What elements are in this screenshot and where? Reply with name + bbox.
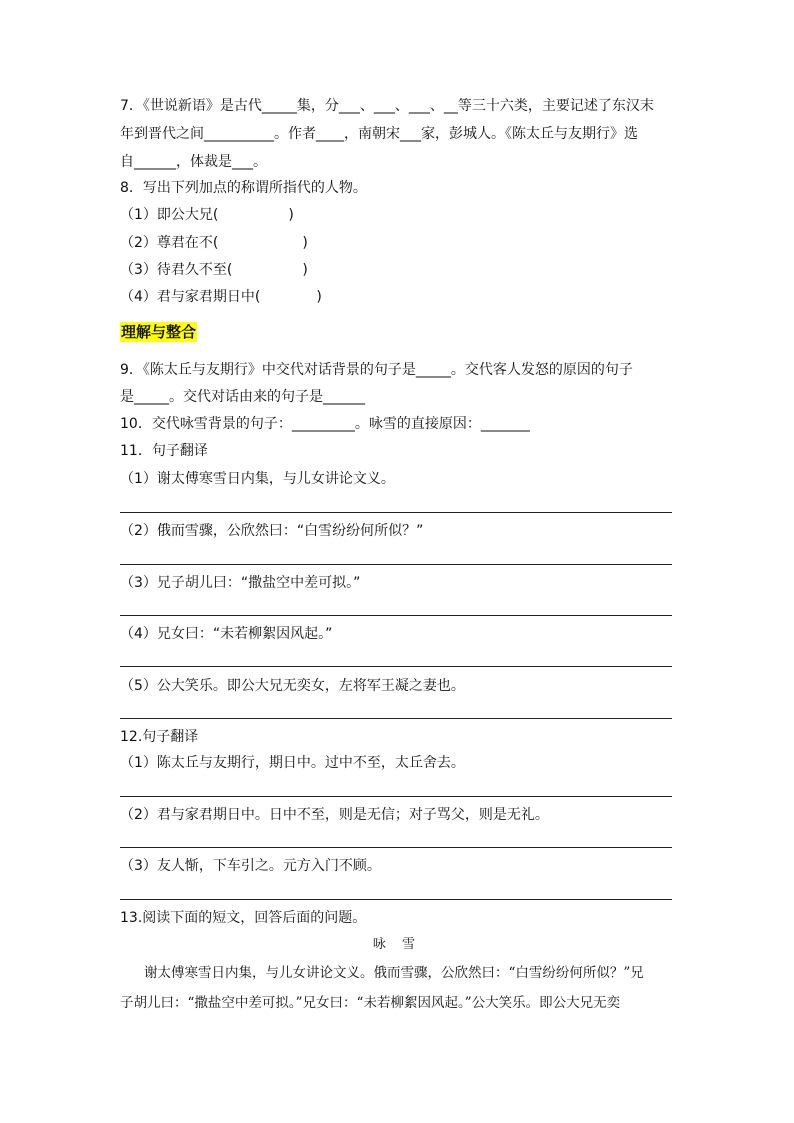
answer-line[interactable] <box>120 615 672 616</box>
answer-line[interactable] <box>120 512 672 513</box>
answer-line[interactable] <box>120 666 672 667</box>
answer-line[interactable] <box>120 718 672 719</box>
section-title-comprehension: 理解与整合 <box>121 323 197 341</box>
q9-line-2: 是_____。交代对话由来的句子是______ <box>120 389 365 405</box>
answer-line[interactable] <box>120 847 672 848</box>
q8-item-3: （3）待君久不至( ) <box>120 262 308 278</box>
answer-line[interactable] <box>120 796 672 797</box>
q10-text: 10．交代咏雪背景的句子：_________。咏雪的直接原因：_______ <box>120 416 530 432</box>
q8-item-4: （4）君与家君期日中( ) <box>120 289 322 305</box>
answer-line[interactable] <box>120 564 672 565</box>
q11-item-4: （4）兄女曰：“未若柳絮因风起。” <box>120 626 333 642</box>
q8-title: 8．写出下列加点的称谓所指代的人物。 <box>120 180 367 196</box>
passage-line-2: 子胡儿曰：“撒盐空中差可拟。”兄女曰：“未若柳絮因风起。”公大笑乐。即公大兄无奕 <box>120 995 621 1011</box>
q7-line-1: 7．《世说新语》是古代_____集，分___、___、___、__等三十六类，主要记述了东汉末 <box>120 98 654 114</box>
q12-item-3: （3）友人惭，下车引之。元方入门不顾。 <box>120 858 381 874</box>
q12-title: 12.句子翻译 <box>120 729 199 745</box>
q11-item-2: （2）俄而雪骤，公欣然曰：“白雪纷纷何所似？” <box>120 523 424 539</box>
q11-item-5: （5）公大笑乐。即公大兄无奕女，左将军王凝之妻也。 <box>120 678 465 694</box>
q11-title: 11．句子翻译 <box>120 443 208 459</box>
q12-item-2: （2）君与家君期日中。日中不至，则是无信；对子骂父，则是无礼。 <box>120 807 549 823</box>
q11-item-1: （1）谢太傅寒雪日内集，与儿女讲论文义。 <box>120 471 395 487</box>
q11-item-3: （3）兄子胡儿曰：“撒盐空中差可拟。” <box>120 575 361 591</box>
q12-item-1: （1）陈太丘与友期行，期日中。过中不至，太丘舍去。 <box>120 755 465 771</box>
q8-item-1: （1）即公大兄( ) <box>120 207 294 223</box>
q7-line-3: 自______，体裁是___。 <box>120 154 267 170</box>
q9-line-1: 9．《陈太丘与友期行》中交代对话背景的句子是_____。交代客人发怒的原因的句子 <box>120 362 633 378</box>
q7-line-2: 年到晋代之间__________。作者____，南朝宋___家，彭城人。《陈太丘与友期行》选 <box>120 126 638 142</box>
q13-title: 13.阅读下面的短文，回答后面的问题。 <box>120 910 367 926</box>
q8-item-2: （2）尊君在不( ) <box>120 235 308 251</box>
answer-line[interactable] <box>120 899 672 900</box>
passage-title: 咏 雪 <box>372 937 422 952</box>
passage-line-1: 谢太傅寒雪日内集，与儿女讲论文义。俄而雪骤，公欣然曰：“白雪纷纷何所似？”兄 <box>144 965 644 981</box>
